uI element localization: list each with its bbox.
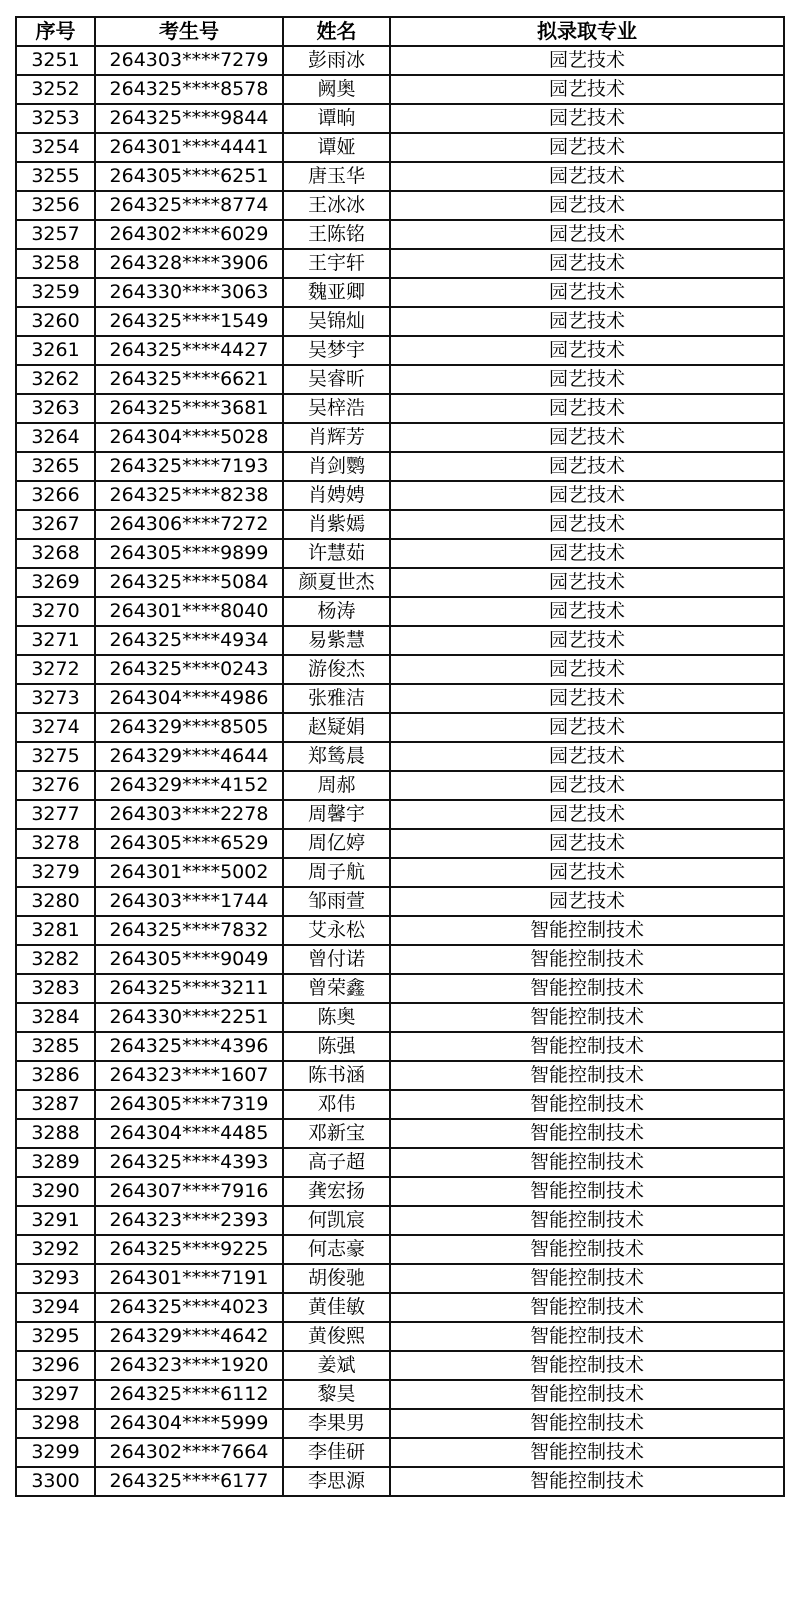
table-row [16,1003,784,1032]
table-row [16,626,784,655]
name-cell: 高子超 [283,1148,390,1177]
table-row [16,191,784,220]
serial-number-cell: 3295 [16,1322,95,1351]
major-cell: 智能控制技术 [390,1409,784,1438]
major-cell: 园艺技术 [390,887,784,916]
major-cell: 智能控制技术 [390,1032,784,1061]
serial-number-cell: 3297 [16,1380,95,1409]
serial-number-cell: 3258 [16,249,95,278]
table-row [16,1438,784,1467]
name-cell: 邓伟 [283,1090,390,1119]
major-cell: 园艺技术 [390,452,784,481]
exam-number-cell: 264325****6112 [95,1380,283,1409]
exam-number-cell: 264325****4393 [95,1148,283,1177]
serial-number-cell: 3256 [16,191,95,220]
exam-number-cell: 264325****0243 [95,655,283,684]
serial-number-cell: 3260 [16,307,95,336]
name-cell: 阙奥 [283,75,390,104]
exam-number-cell: 264323****1607 [95,1061,283,1090]
table-row [16,46,784,75]
exam-number-cell: 264325****8774 [95,191,283,220]
table-row [16,220,784,249]
table-row [16,481,784,510]
serial-number-cell: 3275 [16,742,95,771]
major-cell: 智能控制技术 [390,1322,784,1351]
major-cell: 园艺技术 [390,307,784,336]
major-cell: 园艺技术 [390,829,784,858]
serial-number-cell: 3274 [16,713,95,742]
serial-number-cell: 3287 [16,1090,95,1119]
table-row [16,742,784,771]
name-cell: 张雅洁 [283,684,390,713]
table-row [16,539,784,568]
serial-number-cell: 3292 [16,1235,95,1264]
serial-number-cell: 3283 [16,974,95,1003]
name-cell: 陈奥 [283,1003,390,1032]
exam-number-cell: 264325****7832 [95,916,283,945]
major-cell: 园艺技术 [390,133,784,162]
table-row [16,945,784,974]
exam-number-cell: 264325****8578 [95,75,283,104]
exam-number-cell: 264325****9844 [95,104,283,133]
major-cell: 园艺技术 [390,568,784,597]
serial-number-cell: 3268 [16,539,95,568]
table-row [16,713,784,742]
major-cell: 园艺技术 [390,800,784,829]
name-cell: 龚宏扬 [283,1177,390,1206]
exam-number-cell: 264304****5028 [95,423,283,452]
exam-number-cell: 264305****9049 [95,945,283,974]
exam-number-cell: 264325****4396 [95,1032,283,1061]
table-body [16,46,784,1496]
header-exam-number: 考生号 [95,17,283,46]
major-cell: 园艺技术 [390,191,784,220]
exam-number-cell: 264325****3681 [95,394,283,423]
exam-number-cell: 264305****6529 [95,829,283,858]
serial-number-cell: 3289 [16,1148,95,1177]
name-cell: 李思源 [283,1467,390,1496]
table-row [16,597,784,626]
exam-number-cell: 264304****4485 [95,1119,283,1148]
name-cell: 赵疑娟 [283,713,390,742]
name-cell: 肖紫嫣 [283,510,390,539]
name-cell: 周子航 [283,858,390,887]
exam-number-cell: 264329****4642 [95,1322,283,1351]
major-cell: 智能控制技术 [390,1003,784,1032]
serial-number-cell: 3259 [16,278,95,307]
name-cell: 邹雨萱 [283,887,390,916]
name-cell: 何志豪 [283,1235,390,1264]
table-row [16,1322,784,1351]
name-cell: 许慧茹 [283,539,390,568]
exam-number-cell: 264329****4644 [95,742,283,771]
serial-number-cell: 3253 [16,104,95,133]
name-cell: 唐玉华 [283,162,390,191]
name-cell: 邓新宝 [283,1119,390,1148]
table-row [16,1467,784,1496]
major-cell: 园艺技术 [390,539,784,568]
name-cell: 周亿婷 [283,829,390,858]
table-row [16,307,784,336]
major-cell: 智能控制技术 [390,1351,784,1380]
table-row [16,75,784,104]
serial-number-cell: 3290 [16,1177,95,1206]
major-cell: 智能控制技术 [390,1293,784,1322]
exam-number-cell: 264301****8040 [95,597,283,626]
exam-number-cell: 264325****3211 [95,974,283,1003]
major-cell: 园艺技术 [390,742,784,771]
name-cell: 吴睿昕 [283,365,390,394]
major-cell: 园艺技术 [390,162,784,191]
table-row [16,829,784,858]
exam-number-cell: 264325****9225 [95,1235,283,1264]
header-major: 拟录取专业 [390,17,784,46]
major-cell: 智能控制技术 [390,1119,784,1148]
name-cell: 谭晌 [283,104,390,133]
table-row [16,974,784,1003]
admission-table [15,16,785,1497]
major-cell: 智能控制技术 [390,1206,784,1235]
serial-number-cell: 3255 [16,162,95,191]
header-row [16,17,784,46]
name-cell: 艾永松 [283,916,390,945]
exam-number-cell: 264329****4152 [95,771,283,800]
name-cell: 谭娅 [283,133,390,162]
table-row [16,887,784,916]
major-cell: 园艺技术 [390,336,784,365]
name-cell: 王陈铭 [283,220,390,249]
name-cell: 肖娉娉 [283,481,390,510]
table-row [16,1409,784,1438]
exam-number-cell: 264307****7916 [95,1177,283,1206]
table-row [16,423,784,452]
exam-number-cell: 264325****5084 [95,568,283,597]
exam-number-cell: 264305****9899 [95,539,283,568]
serial-number-cell: 3273 [16,684,95,713]
exam-number-cell: 264325****6177 [95,1467,283,1496]
name-cell: 曾付诺 [283,945,390,974]
table-header [16,17,784,46]
name-cell: 吴梦宇 [283,336,390,365]
serial-number-cell: 3251 [16,46,95,75]
major-cell: 园艺技术 [390,365,784,394]
name-cell: 吴梓浩 [283,394,390,423]
serial-number-cell: 3293 [16,1264,95,1293]
exam-number-cell: 264304****5999 [95,1409,283,1438]
table-row [16,1061,784,1090]
serial-number-cell: 3286 [16,1061,95,1090]
major-cell: 园艺技术 [390,684,784,713]
exam-number-cell: 264323****1920 [95,1351,283,1380]
major-cell: 智能控制技术 [390,1177,784,1206]
serial-number-cell: 3288 [16,1119,95,1148]
table-row [16,771,784,800]
table-row [16,249,784,278]
major-cell: 智能控制技术 [390,945,784,974]
serial-number-cell: 3291 [16,1206,95,1235]
name-cell: 魏亚卿 [283,278,390,307]
serial-number-cell: 3270 [16,597,95,626]
name-cell: 王宇轩 [283,249,390,278]
table-row [16,133,784,162]
header-serial-number: 序号 [16,17,95,46]
major-cell: 园艺技术 [390,220,784,249]
table-row [16,800,784,829]
exam-number-cell: 264325****1549 [95,307,283,336]
table-row [16,510,784,539]
major-cell: 智能控制技术 [390,916,784,945]
major-cell: 智能控制技术 [390,1061,784,1090]
table-row [16,1148,784,1177]
serial-number-cell: 3300 [16,1467,95,1496]
major-cell: 智能控制技术 [390,1380,784,1409]
serial-number-cell: 3285 [16,1032,95,1061]
major-cell: 园艺技术 [390,394,784,423]
serial-number-cell: 3298 [16,1409,95,1438]
name-cell: 郑鸶晨 [283,742,390,771]
table-row [16,452,784,481]
name-cell: 曾荣鑫 [283,974,390,1003]
table-row [16,1380,784,1409]
table-row [16,365,784,394]
exam-number-cell: 264302****7664 [95,1438,283,1467]
serial-number-cell: 3276 [16,771,95,800]
name-cell: 易紫慧 [283,626,390,655]
table-row [16,104,784,133]
exam-number-cell: 264325****4023 [95,1293,283,1322]
exam-number-cell: 264301****5002 [95,858,283,887]
major-cell: 智能控制技术 [390,1235,784,1264]
serial-number-cell: 3279 [16,858,95,887]
exam-number-cell: 264303****7279 [95,46,283,75]
serial-number-cell: 3272 [16,655,95,684]
serial-number-cell: 3280 [16,887,95,916]
name-cell: 胡俊驰 [283,1264,390,1293]
table-row [16,1177,784,1206]
major-cell: 园艺技术 [390,597,784,626]
serial-number-cell: 3262 [16,365,95,394]
name-cell: 王冰冰 [283,191,390,220]
name-cell: 杨涛 [283,597,390,626]
serial-number-cell: 3299 [16,1438,95,1467]
exam-number-cell: 264325****8238 [95,481,283,510]
name-cell: 陈书涵 [283,1061,390,1090]
major-cell: 智能控制技术 [390,1264,784,1293]
major-cell: 智能控制技术 [390,1148,784,1177]
exam-number-cell: 264325****4427 [95,336,283,365]
major-cell: 园艺技术 [390,481,784,510]
name-cell: 黄佳敏 [283,1293,390,1322]
serial-number-cell: 3269 [16,568,95,597]
major-cell: 园艺技术 [390,278,784,307]
admission-list [15,16,785,1497]
exam-number-cell: 264301****4441 [95,133,283,162]
major-cell: 园艺技术 [390,510,784,539]
exam-number-cell: 264325****6621 [95,365,283,394]
table-row [16,1293,784,1322]
serial-number-cell: 3277 [16,800,95,829]
major-cell: 园艺技术 [390,423,784,452]
table-row [16,1235,784,1264]
table-row [16,1206,784,1235]
exam-number-cell: 264305****7319 [95,1090,283,1119]
major-cell: 智能控制技术 [390,1467,784,1496]
serial-number-cell: 3284 [16,1003,95,1032]
exam-number-cell: 264304****4986 [95,684,283,713]
serial-number-cell: 3266 [16,481,95,510]
name-cell: 颜夏世杰 [283,568,390,597]
exam-number-cell: 264306****7272 [95,510,283,539]
major-cell: 园艺技术 [390,858,784,887]
exam-number-cell: 264303****1744 [95,887,283,916]
exam-number-cell: 264330****3063 [95,278,283,307]
major-cell: 园艺技术 [390,104,784,133]
table-row [16,1119,784,1148]
table-row [16,394,784,423]
name-cell: 肖剑鹦 [283,452,390,481]
serial-number-cell: 3281 [16,916,95,945]
exam-number-cell: 264323****2393 [95,1206,283,1235]
serial-number-cell: 3263 [16,394,95,423]
exam-number-cell: 264329****8505 [95,713,283,742]
name-cell: 周郝 [283,771,390,800]
serial-number-cell: 3294 [16,1293,95,1322]
exam-number-cell: 264325****4934 [95,626,283,655]
table-row [16,1351,784,1380]
table-row [16,568,784,597]
major-cell: 智能控制技术 [390,974,784,1003]
table-row [16,162,784,191]
table-row [16,858,784,887]
name-cell: 何凯宸 [283,1206,390,1235]
exam-number-cell: 264301****7191 [95,1264,283,1293]
serial-number-cell: 3282 [16,945,95,974]
serial-number-cell: 3267 [16,510,95,539]
serial-number-cell: 3264 [16,423,95,452]
serial-number-cell: 3296 [16,1351,95,1380]
major-cell: 智能控制技术 [390,1438,784,1467]
name-cell: 李果男 [283,1409,390,1438]
serial-number-cell: 3278 [16,829,95,858]
serial-number-cell: 3254 [16,133,95,162]
exam-number-cell: 264303****2278 [95,800,283,829]
name-cell: 李佳研 [283,1438,390,1467]
name-cell: 肖辉芳 [283,423,390,452]
major-cell: 园艺技术 [390,249,784,278]
table-row [16,1090,784,1119]
table-row [16,684,784,713]
name-cell: 陈强 [283,1032,390,1061]
exam-number-cell: 264305****6251 [95,162,283,191]
serial-number-cell: 3271 [16,626,95,655]
exam-number-cell: 264330****2251 [95,1003,283,1032]
serial-number-cell: 3265 [16,452,95,481]
table-row [16,655,784,684]
exam-number-cell: 264302****6029 [95,220,283,249]
exam-number-cell: 264325****7193 [95,452,283,481]
table-row [16,1032,784,1061]
table-row [16,1264,784,1293]
name-cell: 游俊杰 [283,655,390,684]
name-cell: 黎昊 [283,1380,390,1409]
major-cell: 园艺技术 [390,75,784,104]
major-cell: 智能控制技术 [390,1090,784,1119]
major-cell: 园艺技术 [390,771,784,800]
major-cell: 园艺技术 [390,626,784,655]
major-cell: 园艺技术 [390,713,784,742]
name-cell: 姜斌 [283,1351,390,1380]
serial-number-cell: 3257 [16,220,95,249]
name-cell: 周馨宇 [283,800,390,829]
table-row [16,336,784,365]
name-cell: 黄俊熙 [283,1322,390,1351]
name-cell: 吴锦灿 [283,307,390,336]
major-cell: 园艺技术 [390,46,784,75]
header-name: 姓名 [283,17,390,46]
exam-number-cell: 264328****3906 [95,249,283,278]
major-cell: 园艺技术 [390,655,784,684]
serial-number-cell: 3252 [16,75,95,104]
serial-number-cell: 3261 [16,336,95,365]
name-cell: 彭雨冰 [283,46,390,75]
table-row [16,278,784,307]
table-row [16,916,784,945]
